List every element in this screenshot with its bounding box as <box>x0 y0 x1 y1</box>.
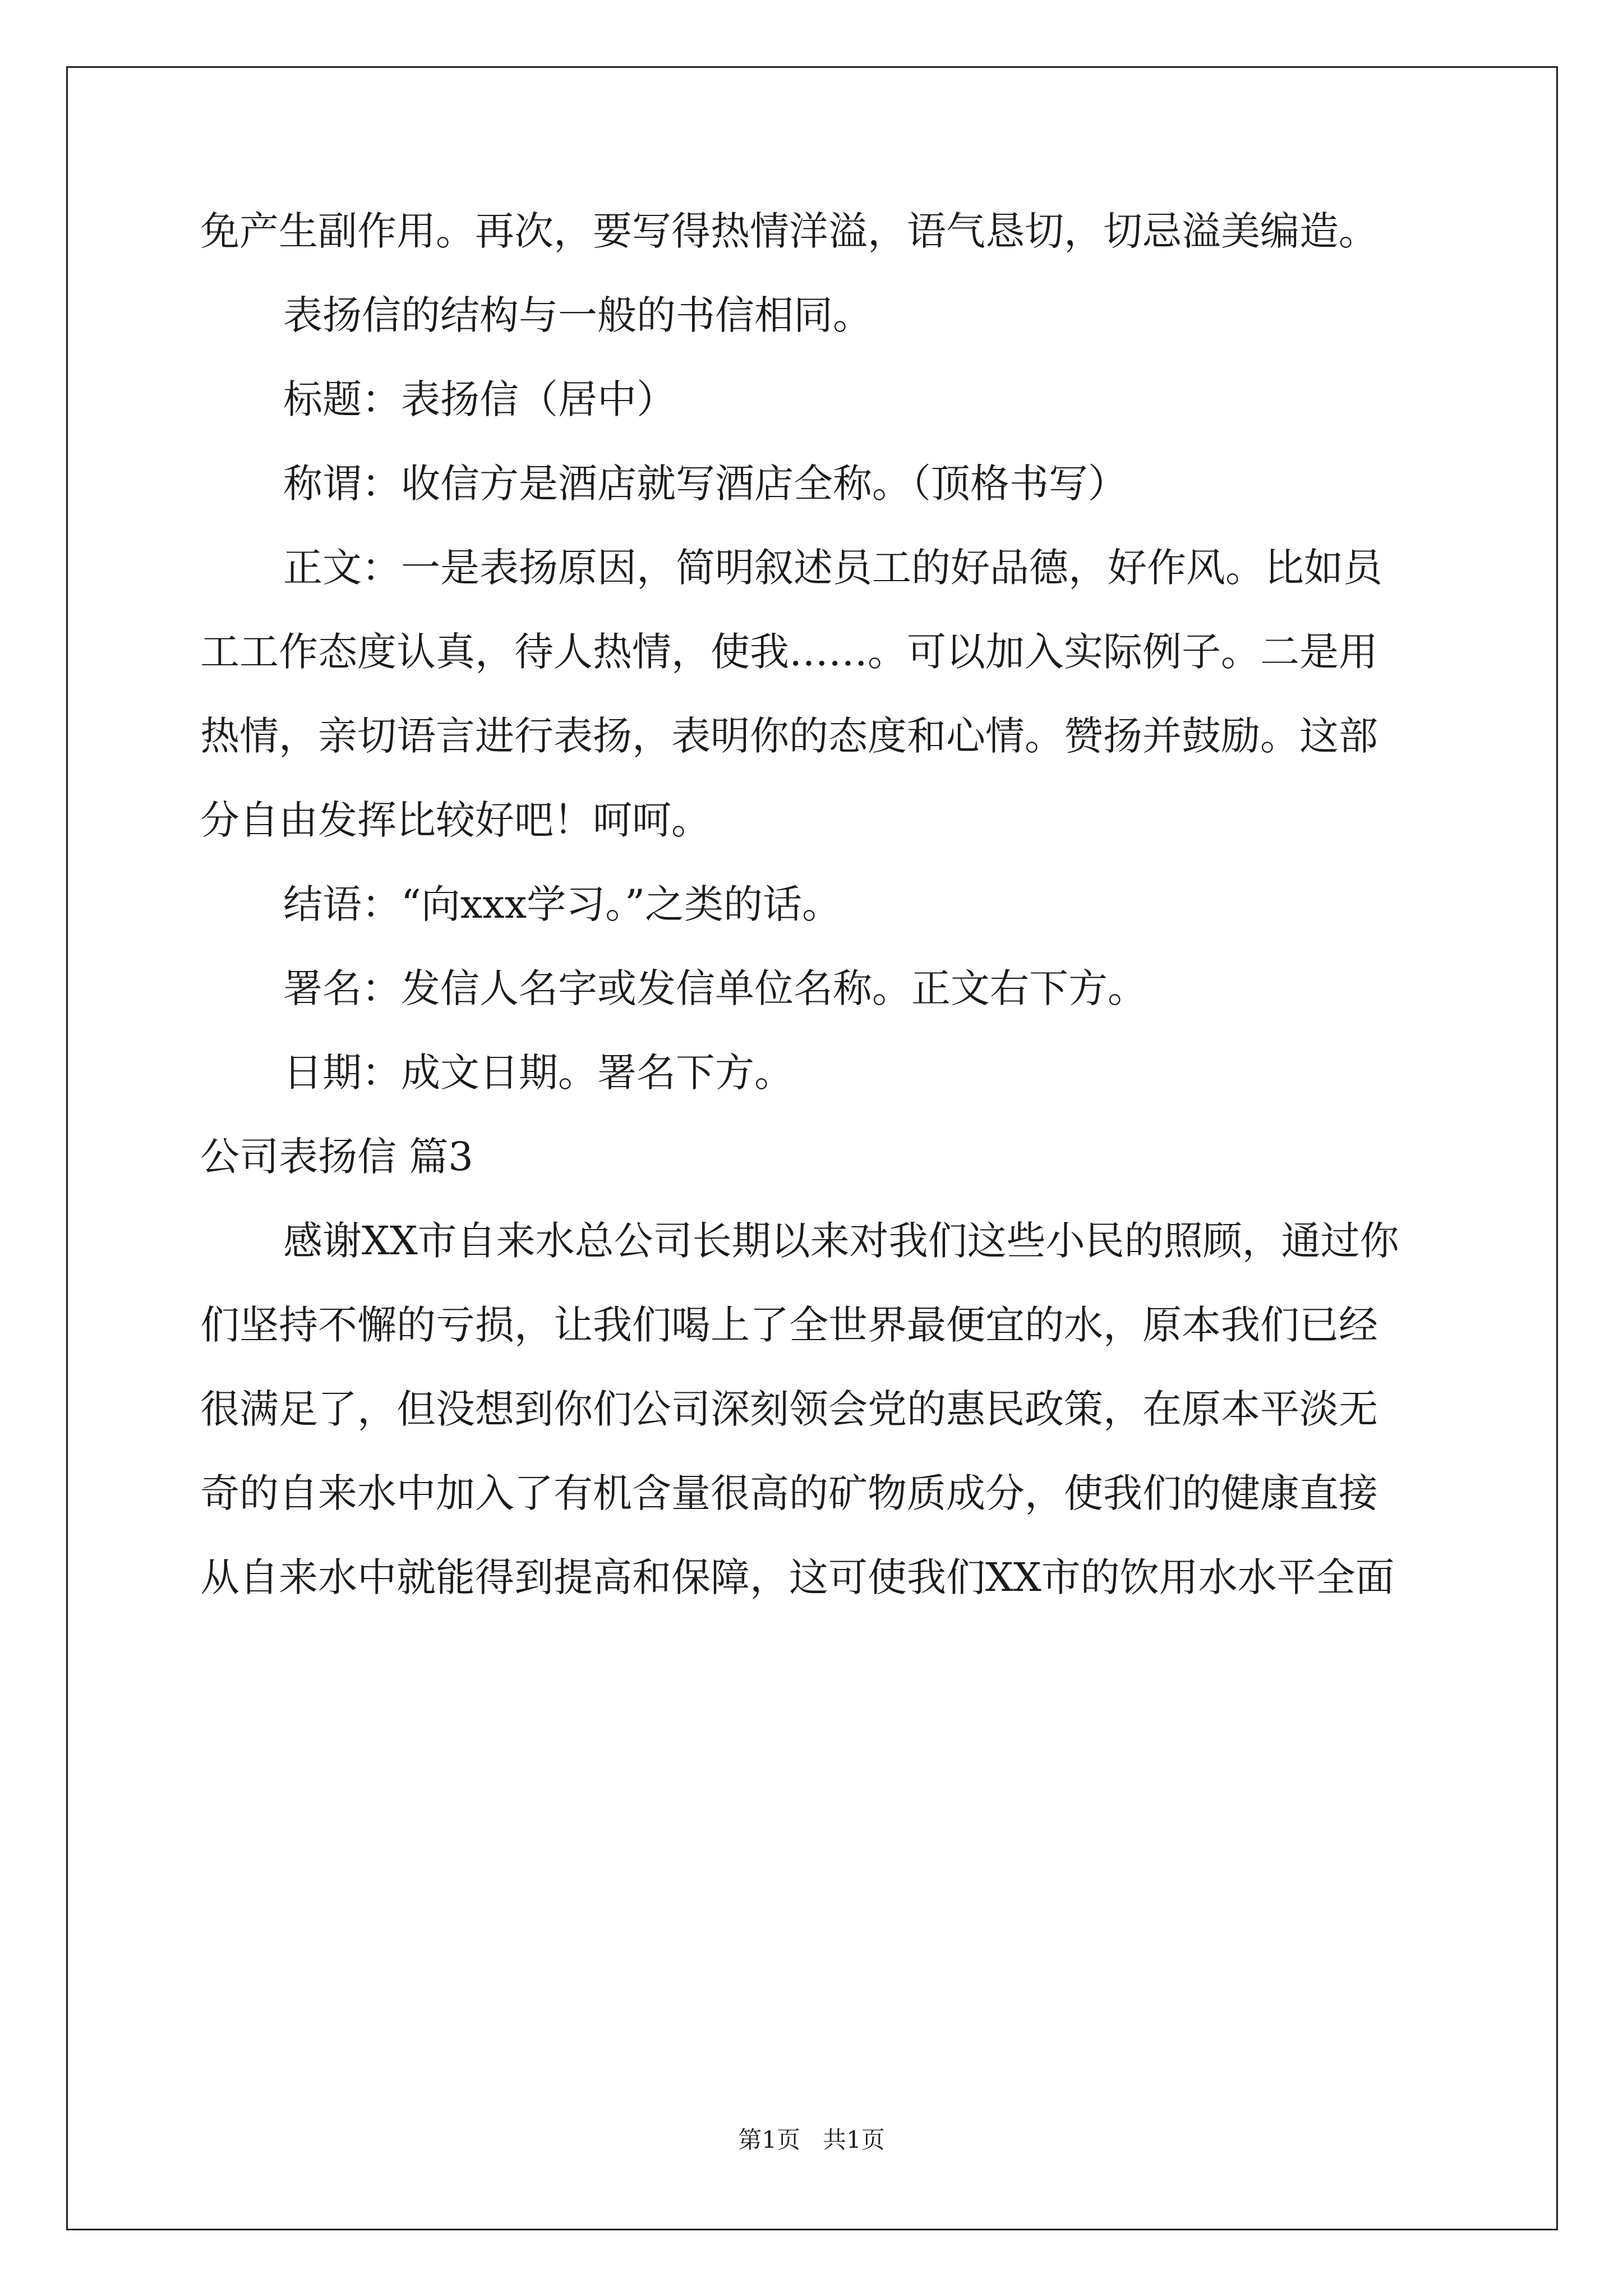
paragraph-line: 结语：“向xxx学习。”之类的话。 <box>283 881 842 927</box>
paragraph-line: 分自由发挥比较好吧！呵呵。 <box>200 797 711 843</box>
paragraph-line: 奇的自来水中加入了有机含量很高的矿物质成分，使我们的健康直接 <box>200 1470 1378 1516</box>
paragraph-line: 标题：表扬信（居中） <box>283 376 676 422</box>
section-heading: 公司表扬信 篇3 <box>200 1134 473 1180</box>
paragraph-line: 感谢XX市自来水总公司长期以来对我们这些小民的照顾，通过你 <box>283 1218 1399 1264</box>
paragraph-line: 免产生副作用。再次，要写得热情洋溢，语气恳切，切忌溢美编造。 <box>200 208 1378 254</box>
paragraph-line: 从自来水中就能得到提高和保障，这可使我们XX市的饮用水水平全面 <box>200 1554 1395 1600</box>
paragraph-line: 正文：一是表扬原因，简明叙述员工的好品德，好作风。比如员 <box>283 545 1382 591</box>
paragraph-line: 热情，亲切语言进行表扬，表明你的态度和心情。赞扬并鼓励。这部 <box>200 713 1378 759</box>
paragraph-line: 工工作态度认真，待人热情，使我……。可以加入实际例子。二是用 <box>200 629 1378 675</box>
paragraph-line: 称谓：收信方是酒店就写酒店全称。（顶格书写） <box>283 461 1127 507</box>
paragraph-line: 日期：成文日期。署名下方。 <box>283 1050 794 1096</box>
paragraph-line: 很满足了，但没想到你们公司深刻领会党的惠民政策，在原本平淡无 <box>200 1386 1378 1432</box>
page-footer: 第1页 共1页 <box>738 2126 885 2154</box>
paragraph-line: 表扬信的结构与一般的书信相同。 <box>283 292 872 338</box>
paragraph-line: 署名：发信人名字或发信单位名称。正文右下方。 <box>283 965 1147 1011</box>
paragraph-line: 们坚持不懈的亏损，让我们喝上了全世界最便宜的水，原本我们已经 <box>200 1302 1378 1348</box>
